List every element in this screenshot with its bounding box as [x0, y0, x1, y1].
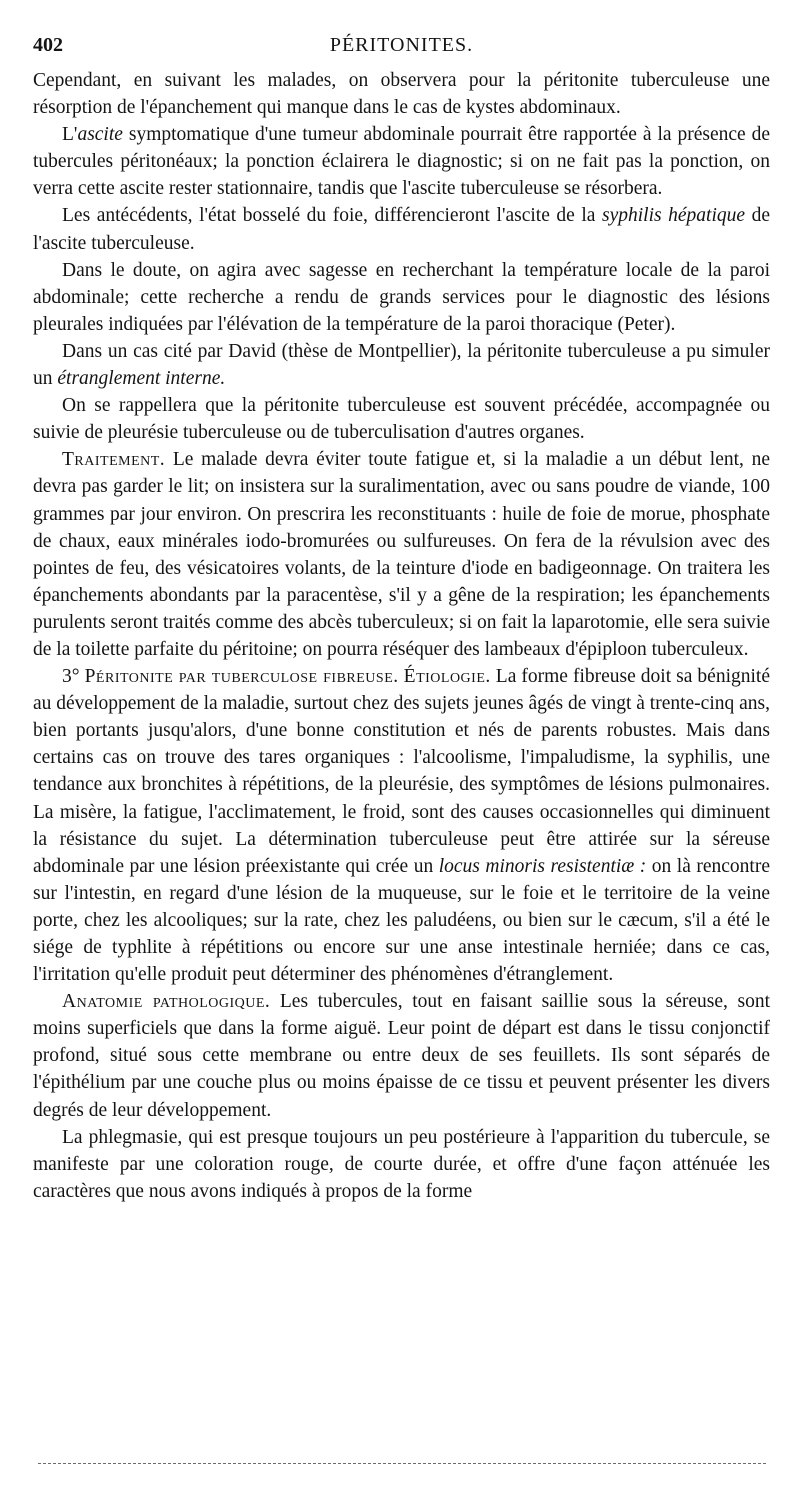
text-run: Dans le doute, on agira avec sagesse en recherchant la température locale de la paroi abdominale; cette recherche a rendu de grands services pour le diagnostic des lésions pleurales indiquées par l'élévation de la température de la paroi thoracique (Peter). — [33, 259, 770, 335]
paragraph — [33, 392, 770, 446]
paragraph — [33, 338, 770, 392]
section-heading: Traitement. — [62, 449, 166, 471]
section-heading: Péritonite par tuberculose fibreuse. — [84, 666, 399, 688]
body-text — [33, 67, 770, 1205]
paragraph — [33, 988, 770, 1123]
text-run: Les tubercules, tout en faisant saillie sous la séreuse, sont moins superficiels que dans la forme aiguë. Leur point de départ est dans le tissu conjonctif profond, situé sous cette membrane ou entre deux de ses feuillets. Ils sont séparés de l'épithélium par une couche plus ou moins épaisse de ce tissu et peuvent présenter les divers degrés de leur développement. — [33, 991, 770, 1121]
text-run: On se rappellera que la péritonite tuberculeuse est souvent précédée, accompagnée ou suivie de pleurésie tuberculeuse ou de tuberculisation d'autres organes. — [33, 395, 770, 444]
italic-term: étranglement interne. — [57, 368, 226, 390]
italic-term: syphilis hépatique — [602, 205, 746, 227]
text-run: Cependant, en suivant les malades, on observera pour la péritonite tuberculeuse une résorption de l'épanchement qui manque dans le cas de kystes abdominaux. — [33, 70, 770, 119]
text-run: symptomatique d'une tumeur abdominale pourrait être rapportée à la présence de tubercules péritonéaux; la ponction éclairera le diagnostic; si on ne fait pas la ponction, on verra cette ascite rester stationnaire, tandis que l'ascite tuberculeuse se résorbera. — [33, 124, 770, 200]
paragraph — [33, 257, 770, 338]
text-run: Dans un cas cité par David (thèse de Montpellier), la péritonite tuberculeuse a pu simuler un — [33, 340, 770, 390]
italic-term: ascite — [77, 124, 123, 146]
paragraph — [33, 446, 770, 663]
section-heading: Étiologie. — [403, 666, 491, 688]
text-run: L' — [62, 124, 78, 146]
book-page — [33, 30, 770, 1205]
paragraph — [33, 67, 770, 121]
footer-rule — [38, 1463, 766, 1464]
text-run: Le malade devra éviter toute fatigue et, si la maladie a un début lent, ne devra pas garder le lit; on insistera sur la suralimentation, avec ou sans poudre de viande, 100 grammes par jour environ. On prescrira les reconstituants : huile de foie de morue, phosphate de chaux, eaux minérales iodo-bromurées ou sulfureuses. On fera de la révulsion avec des pointes de feu, des vésicatoires volants, de la teinture d'iode en badigeonnage. On traitera les épanchements abondants par la paracentèse, s'il y a gêne de la respiration; les épanchements purulents seront traités comme des abcès tuberculeux; si on fait la laparotomie, elle sera suivie de la toilette parfaite du péritoine; on pourra réséquer des lambeaux d'épiploon tuberculeux. — [33, 449, 770, 660]
running-title: PÉRITONITES. — [329, 34, 474, 56]
italic-term: locus minoris resistentiæ : — [438, 855, 647, 877]
text-run: La forme fibreuse doit sa bénignité au développement de la maladie, surtout chez des sujets jeunes âgés de vingt à trente-cinq ans, bien portants jusqu'alors, d'une bonne constitution et nés de parents robustes. Mais dans certains cas on trouve des tares organiques : l'alcoolisme, l'impaludisme, la syphilis, une tendance aux bronchites à répétitions, de la pleurésie, des symptômes de lésions pulmonaires. La misère, la fatigue, l'acclimatement, le froid, sont des causes occasionnelles qui diminuent la résistance du sujet. La détermination tuberculeuse peut être attirée sur la séreuse abdominale par une lésion préexistante qui crée un — [33, 666, 770, 877]
paragraph — [33, 202, 770, 256]
page-number: 402 — [33, 34, 63, 56]
paragraph — [33, 121, 770, 202]
section-heading: Anatomie pathologique. — [62, 991, 271, 1013]
text-run: on là rencontre sur l'intestin, en regard d'une lésion de la muqueuse, sur le foie et le territoire de la veine porte, chez les alcooliques; sur la rate, chez les paludéens, ou bien sur le cæcum, s'il a été le siége de typhlite à répétitions ou encore sur une anse intestinale herniée; dans ce cas, l'irritation qu'elle produit peut déterminer des phénomènes d'étranglement. — [33, 855, 770, 986]
paragraph — [33, 1124, 770, 1205]
text-run: de l'ascite tuberculeuse. — [33, 205, 771, 254]
text-run: Les antécédents, l'état bosselé du foie, différencieront l'ascite de la — [62, 205, 602, 227]
text-run: La phlegmasie, qui est presque toujours un peu postérieure à l'apparition du tubercule, se manifeste par une coloration rouge, de courte durée, et offre d'une façon atténuée les caractères que nous avons indiqués à propos de la forme — [33, 1126, 770, 1202]
page-header — [33, 30, 770, 60]
paragraph — [33, 663, 770, 988]
text-run: 3° — [62, 666, 85, 688]
